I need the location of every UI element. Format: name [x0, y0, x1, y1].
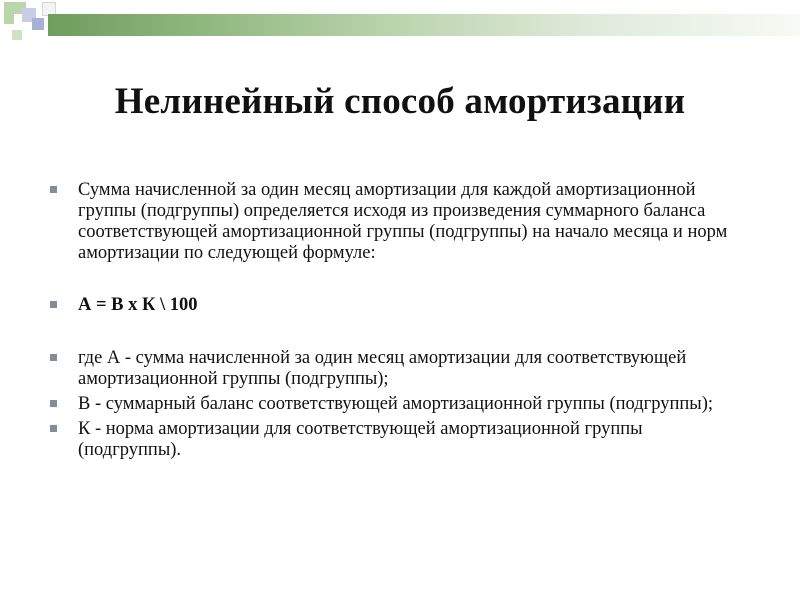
square-bullet-icon — [50, 186, 57, 193]
square-bullet-icon — [50, 425, 57, 432]
formula-text: А = В х К \ 100 — [78, 295, 198, 315]
bullet-item — [48, 419, 748, 461]
bullet-item — [48, 180, 748, 264]
header-decoration — [0, 0, 800, 46]
bullet-text: где А - сумма начисленной за один месяц амортизации для соответствующей амортизационной группы (подгруппы); — [78, 348, 687, 389]
bullet-text: В - суммарный баланс соответствующей амортизационной группы (подгруппы); — [78, 394, 714, 414]
bullet-item — [48, 394, 748, 415]
bullet-item-formula — [48, 295, 748, 316]
decor-square — [12, 30, 22, 40]
bullet-list — [48, 180, 748, 461]
square-bullet-icon — [50, 400, 57, 407]
square-bullet-icon — [50, 301, 57, 308]
slide-title: Нелинейный способ амортизации — [114, 81, 686, 122]
header-gradient-bar — [48, 14, 800, 36]
bullet-item — [48, 348, 748, 390]
square-bullet-icon — [50, 354, 57, 361]
bullet-text: Сумма начисленной за один месяц амортизации для каждой амортизационной группы (подгруппы) определяется исходя из произведения суммарного баланса соответствующей амортизационной группы (подгруппы) на начало месяца и норм амортизации по следующей формуле: — [78, 180, 728, 263]
bullet-text: К - норма амортизации для соответствующей амортизационной группы (подгруппы). — [78, 419, 643, 460]
decor-square — [32, 18, 44, 30]
